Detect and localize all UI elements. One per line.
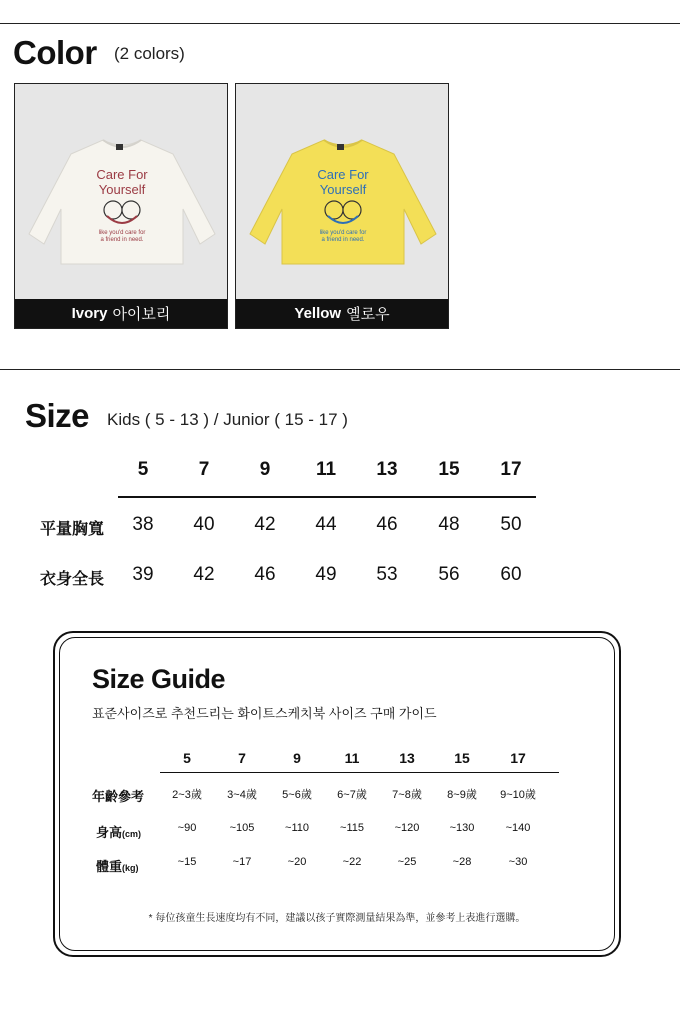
table-row	[0, 564, 680, 592]
length-5: 39	[132, 564, 154, 585]
weight-unit: (kg)	[122, 863, 139, 873]
color-title: Color	[13, 34, 97, 71]
guide-header-rule	[160, 772, 559, 773]
age-9: 5~6歲	[282, 789, 312, 801]
guide-col-5: 5	[183, 750, 191, 766]
ivory-name-en: Ivory	[71, 305, 108, 322]
table-row	[0, 786, 680, 814]
length-9: 46	[254, 564, 276, 585]
size-col-5: 5	[137, 459, 149, 480]
yellow-name-en: Yellow	[294, 305, 342, 322]
color-card-ivory[interactable]	[14, 83, 228, 329]
size-title: Size	[25, 397, 90, 434]
yellow-print-line-2: a friend in need.	[321, 237, 365, 243]
ivory-label	[15, 299, 227, 328]
age-7: 3~4歲	[227, 789, 257, 801]
size-col-17: 17	[500, 459, 522, 480]
size-col-13: 13	[376, 459, 398, 480]
height-unit: (cm)	[122, 829, 142, 839]
guide-col-9: 9	[293, 750, 301, 766]
height-7: ~105	[229, 822, 255, 834]
age-17: 9~10歲	[500, 789, 536, 801]
ivory-print-title-2: Yourself	[98, 182, 146, 197]
size-col-7: 7	[198, 459, 210, 480]
size-guide-subtitle: 표준사이즈로 추천드리는 화이트스케치북 사이즈 구매 가이드	[92, 706, 437, 721]
top-divider	[0, 23, 680, 24]
length-7: 42	[193, 564, 215, 585]
weight-11: ~22	[342, 856, 362, 868]
weight-9: ~20	[287, 856, 307, 868]
ivory-print-title-1: Care For	[96, 167, 148, 182]
height-17: ~140	[505, 822, 531, 834]
guide-label-height: 身高(cm)	[96, 825, 142, 840]
color-card-yellow[interactable]	[235, 83, 449, 329]
color-count: (2 colors)	[114, 44, 185, 63]
chest-15: 48	[438, 514, 460, 535]
yellow-name-ko: 옐로우	[346, 306, 390, 323]
size-col-15: 15	[438, 459, 460, 480]
height-9: ~110	[285, 822, 309, 834]
size-header-row	[0, 459, 680, 487]
guide-col-13: 13	[399, 750, 415, 766]
length-11: 49	[315, 564, 337, 585]
chest-5: 38	[132, 514, 154, 535]
chest-17: 50	[500, 514, 522, 535]
guide-label-weight: 體重(kg)	[96, 859, 139, 874]
guide-header-row	[0, 750, 680, 778]
table-row	[0, 856, 680, 884]
height-5: ~90	[177, 822, 197, 834]
guide-col-17: 17	[510, 750, 526, 766]
row-label-length: 衣身全長	[40, 571, 105, 588]
guide-label-age: 年齡參考	[92, 789, 145, 804]
weight-13: ~25	[397, 856, 417, 868]
yellow-label	[236, 299, 448, 328]
ivory-print-line-2: a friend in need.	[100, 237, 144, 243]
guide-col-11: 11	[344, 750, 360, 766]
table-row	[0, 514, 680, 542]
length-17: 60	[500, 564, 522, 585]
yellow-print-title-2: Yourself	[319, 182, 367, 197]
guide-col-7: 7	[238, 750, 246, 766]
weight-15: ~28	[452, 856, 472, 868]
weight-17: ~30	[508, 856, 528, 868]
age-13: 7~8歲	[392, 789, 422, 801]
size-guide-title: Size Guide	[92, 664, 226, 694]
size-col-9: 9	[259, 459, 271, 480]
ivory-shirt-photo	[15, 84, 227, 301]
height-13: ~120	[394, 822, 420, 834]
yellow-print-line-1: like you'd care for	[319, 230, 367, 236]
ivory-print-line-1: like you'd care for	[98, 230, 146, 236]
size-guide-note: * 每位孩童生長速度均有不同，建議以孩子實際測量結果為準，並參考上表進行選購。	[148, 913, 526, 924]
ivory-name-ko: 아이보리	[112, 306, 171, 323]
chest-13: 46	[376, 514, 398, 535]
row-label-chest: 平量胸寬	[40, 521, 105, 538]
height-15: ~130	[449, 822, 475, 834]
height-11: ~115	[340, 822, 364, 834]
weight-5: ~15	[177, 856, 197, 868]
age-15: 8~9歲	[447, 789, 477, 801]
size-range: Kids ( 5 - 13 ) / Junior ( 15 - 17 )	[107, 410, 348, 429]
age-11: 6~7歲	[337, 789, 367, 801]
yellow-print-title-1: Care For	[317, 167, 369, 182]
guide-col-15: 15	[454, 750, 470, 766]
table-row	[0, 822, 680, 850]
age-5: 2~3歲	[172, 789, 202, 801]
size-divider	[0, 369, 680, 370]
length-15: 56	[438, 564, 460, 585]
chest-9: 42	[254, 514, 276, 535]
yellow-shirt-photo	[236, 84, 448, 301]
size-header-rule	[118, 496, 536, 498]
chest-11: 44	[315, 514, 337, 535]
weight-7: ~17	[232, 856, 252, 868]
size-col-11: 11	[315, 459, 337, 480]
length-13: 53	[376, 564, 398, 585]
chest-7: 40	[193, 514, 215, 535]
